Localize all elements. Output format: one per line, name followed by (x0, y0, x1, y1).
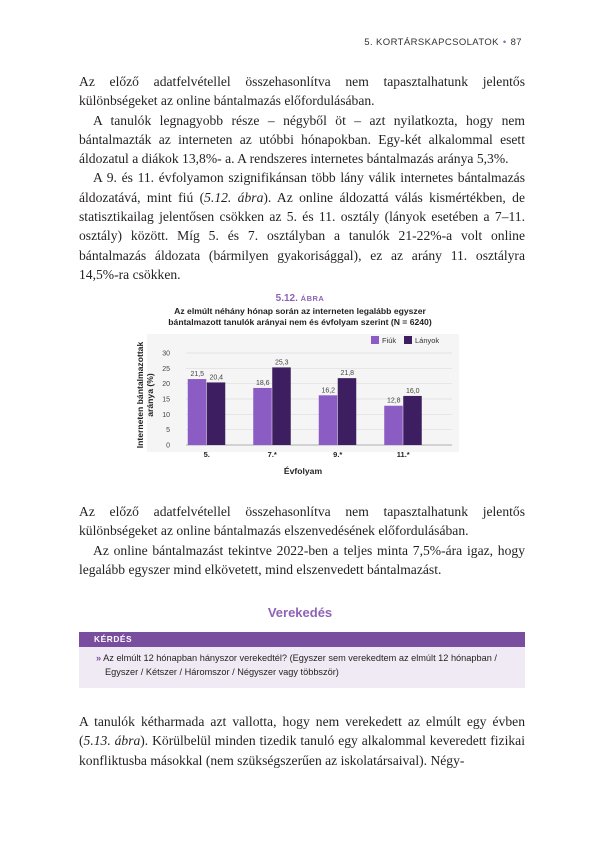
chapter-title: 5. KORTÁRSKAPCSOLATOK (364, 37, 499, 48)
bar-value-label: 18,6 (255, 379, 270, 387)
figure-reference: 5.12. ábra (204, 189, 264, 205)
legend-swatch (404, 336, 412, 344)
y-axis-label: aránya (%) (145, 373, 155, 417)
paragraph (79, 712, 525, 770)
y-tick-label: 5 (166, 427, 170, 435)
x-tick-label: 5. (203, 450, 210, 459)
bar-chart (0, 285, 600, 485)
bar-value-label: 25,3 (274, 359, 289, 367)
bar-value-label: 16,0 (405, 387, 420, 395)
section-heading: Verekedés (267, 605, 333, 620)
legend-label: Lányok (415, 336, 440, 345)
bar-value-label: 21,8 (340, 370, 355, 378)
bar (253, 388, 272, 445)
figure-5-12 (0, 285, 600, 485)
x-tick-label: 7.* (267, 450, 277, 459)
paragraph (79, 168, 525, 284)
figure-reference: 5.13. ábra (83, 733, 141, 749)
paragraph-text: ). Az online áldozattá válás kismértékben, de statisztikailag jelentősen csökken az 5. és 11. osztály (lányok esetében a 7–11. osztály) között. Míg 5. és 7. osztályban a tanulók 21-22%-a volt online bántalmazás áldozata (bármilyen gyakorisággal), ez az arány 11. osztályra 14,5%-ra csökken. (79, 189, 525, 282)
bar (319, 395, 338, 445)
x-tick-label: 9.* (333, 450, 343, 459)
body-text-block-2 (79, 502, 525, 579)
separator-dot: • (502, 37, 507, 48)
legend-label: Fiúk (382, 336, 397, 345)
bar (384, 406, 403, 445)
figure-abra-label: ÁBRA (300, 294, 325, 303)
y-tick-label: 10 (162, 411, 170, 419)
paragraph-text: ). Körülbelül minden tizedik tanuló egy alkalommal keveredett fizikai konfliktusba másokkal (nem szükségszerűen az iskolatársaival). Négy- (79, 733, 525, 768)
bar (188, 379, 207, 445)
paragraph: Az előző adatfelvétellel összehasonlítva nem tapasztalhatunk jelentős különbségeket az online bántalmazás elszenvedésének előfordulásában. (79, 504, 525, 539)
bar-value-label: 20,4 (209, 374, 224, 382)
figure-title-line: bántalmazott tanulók arányai nem és évfolyam szerint (N = 6240) (168, 317, 432, 327)
bar-value-label: 16,2 (321, 387, 336, 395)
y-tick-label: 25 (162, 365, 170, 373)
question-box (79, 632, 525, 688)
question-text (96, 651, 523, 679)
x-tick-label: 11.* (396, 450, 410, 459)
question-label: KÉRDÉS (79, 632, 525, 647)
figure-number-value: 5.12. (275, 293, 298, 304)
y-tick-label: 20 (162, 381, 170, 389)
bar (272, 367, 291, 445)
y-axis-label: Interneten bántalmazottak (135, 341, 145, 449)
bar-value-label: 21,5 (190, 371, 205, 379)
question-text-content: Az elmúlt 12 hónapban hányszor verekedtél? (Egyszer sem verekedtem az elmúlt 12 hónapban / Egyszer / Kétszer / Háromszor / Négyszer vagy többször) (103, 653, 497, 677)
running-head (364, 37, 522, 48)
legend (371, 336, 439, 345)
body-text-block-1 (79, 72, 525, 284)
page-number: 87 (510, 37, 522, 48)
legend-swatch (371, 336, 379, 344)
x-axis-label: Évfolyam (283, 466, 323, 476)
paragraph: Az online bántalmazást tekintve 2022-ben a teljes minta 7,5%-ára igaz, hogy legalább egyszer mind elkövetett, mind elszenvedett bántalmazást. (79, 542, 525, 577)
bar (403, 396, 422, 445)
bar (338, 378, 357, 445)
bar (207, 382, 226, 445)
body-text-block-3 (79, 712, 525, 770)
y-tick-label: 30 (162, 350, 170, 358)
paragraph-text: A tanulók kétharmada azt vallotta, hogy nem verekedett az elmúlt egy évben ( (79, 714, 525, 749)
y-tick-label: 0 (166, 442, 170, 450)
paragraph: Az előző adatfelvétellel összehasonlítva nem tapasztalhatunk jelentős különbségeket az online bántalmazás előfordulásában. (79, 74, 525, 109)
y-tick-label: 15 (162, 396, 170, 404)
bar-value-label: 12,8 (386, 397, 401, 405)
bullet-icon: » (96, 653, 102, 663)
paragraph-text: A 9. és 11. évfolyamon szignifikánsan több lány válik internetes bántalmazás áldozatává, mint fiú ( (79, 170, 525, 205)
figure-title-line: Az elmúlt néhány hónap során az interneten legalább egyszer (174, 306, 426, 316)
paragraph: A tanulók legnagyobb része – négyből öt – azt nyilatkozta, hogy nem bántalmazták az interneten az utóbbi hónapokban. Egy-két alkalommal esett áldozatul a diákok 13,8%- a. A rendszeres internetes bántalmazás aránya 5,3%. (79, 112, 525, 167)
